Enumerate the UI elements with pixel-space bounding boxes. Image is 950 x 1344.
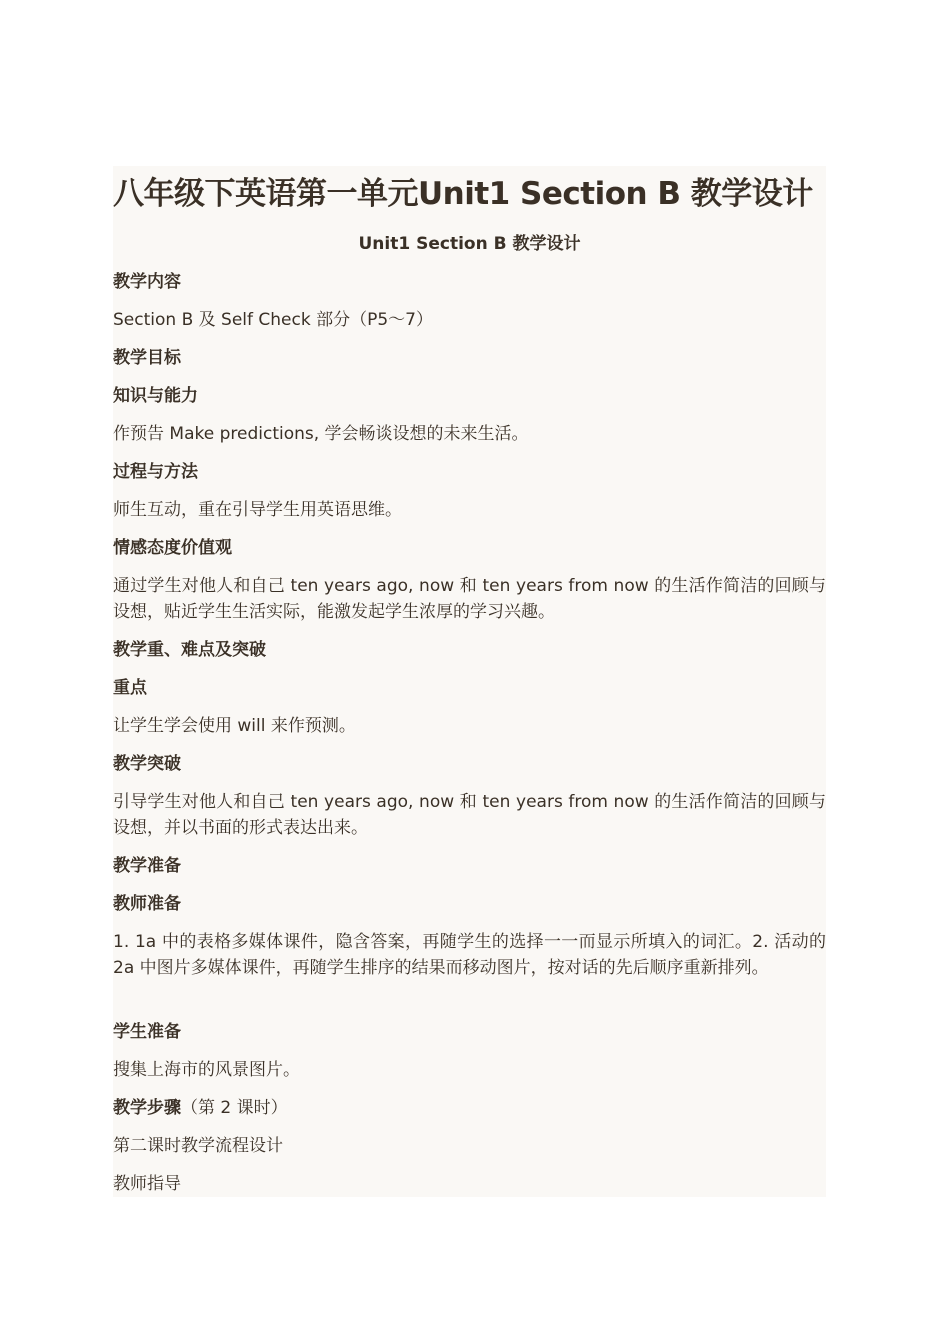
heading-knowledge-ability: 知识与能力 <box>113 386 198 406</box>
heading-emotion-values: 情感态度价值观 <box>113 538 232 558</box>
teaching-content-text: Section B 及 Self Check 部分（P5～7） <box>113 310 433 330</box>
focus-text: 让学生学会使用 will 来作预测。 <box>113 716 356 736</box>
knowledge-ability-text: 作预告 Make predictions, 学会畅谈设想的未来生活。 <box>113 424 529 444</box>
teaching-steps-label: 教学步骤 <box>113 1098 181 1118</box>
breakthrough-text: 引导学生对他人和自己 ten years ago, now 和 ten years from now 的生活作简洁的回顾与设想，并以书面的形式表达出来。 <box>113 792 826 838</box>
heading-process-method: 过程与方法 <box>113 462 198 482</box>
student-preparation-text: 搜集上海市的风景图片。 <box>113 1060 300 1080</box>
teacher-guide-text: 教师指导 <box>113 1174 181 1194</box>
heading-teaching-steps <box>113 1096 826 1121</box>
heading-teacher-preparation: 教师准备 <box>113 894 181 914</box>
heading-breakthrough: 教学突破 <box>113 754 181 774</box>
heading-teaching-content: 教学内容 <box>113 272 181 292</box>
teaching-steps-note: （第 2 课时） <box>181 1098 288 1118</box>
flow-design-text: 第二课时教学流程设计 <box>113 1136 283 1156</box>
heading-key-difficult-points: 教学重、难点及突破 <box>113 640 266 660</box>
document-title: 八年级下英语第一单元Unit1 Section B 教学设计 <box>113 176 813 212</box>
heading-teaching-preparation: 教学准备 <box>113 856 181 876</box>
document-page <box>113 166 826 1197</box>
heading-student-preparation: 学生准备 <box>113 1022 181 1042</box>
emotion-values-text: 通过学生对他人和自己 ten years ago, now 和 ten years from now 的生活作简洁的回顾与设想，贴近学生生活实际，能激发起学生浓厚的学习兴趣。 <box>113 576 826 622</box>
process-method-text: 师生互动，重在引导学生用英语思维。 <box>113 500 402 520</box>
document-subtitle: Unit1 Section B 教学设计 <box>358 234 581 254</box>
heading-focus: 重点 <box>113 678 147 698</box>
heading-teaching-goals: 教学目标 <box>113 348 181 368</box>
teacher-preparation-text: 1. 1a 中的表格多媒体课件，隐含答案，再随学生的选择一一而显示所填入的词汇。2. 活动的 2a 中图片多媒体课件，再随学生排序的结果而移动图片，按对话的先后顺序重新排列。 <box>113 932 826 978</box>
